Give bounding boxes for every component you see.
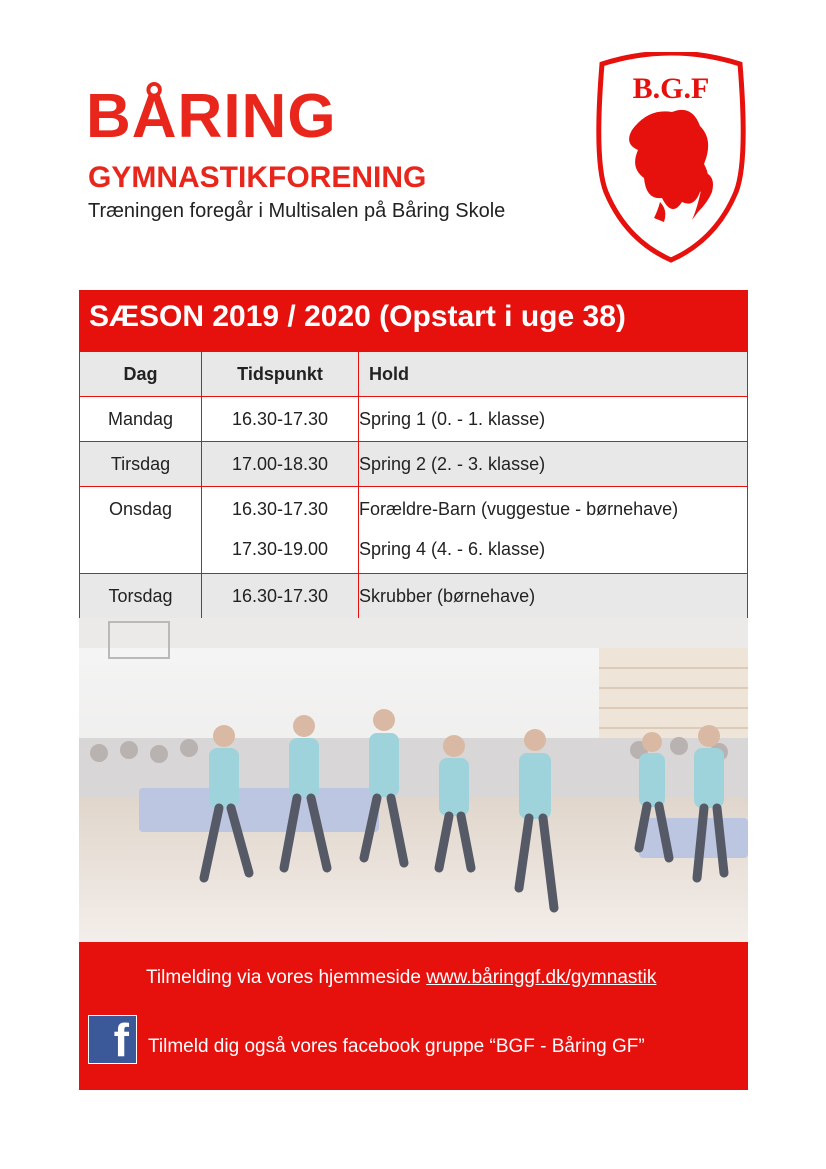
header-team: Hold	[359, 352, 748, 397]
gym-hall-illustration	[79, 618, 748, 942]
row-team: Spring 2 (2. - 3. klasse)	[359, 442, 748, 487]
row-day: Mandag	[80, 397, 202, 442]
gymnastics-photo	[79, 618, 748, 942]
facebook-group-text: Tilmeld dig også vores facebook gruppe “BGF - Båring GF”	[148, 1036, 645, 1057]
table-row	[80, 397, 748, 442]
season-heading: SÆSON 2019 / 2020 (Opstart i uge 38)	[79, 290, 748, 352]
row-team: Forældre-Barn (vuggestue - børnehave)	[359, 499, 679, 519]
header-time: Tidspunkt	[202, 352, 359, 397]
header-day: Dag	[80, 352, 202, 397]
website-link[interactable]: www.båringgf.dk/gymnastik	[426, 967, 657, 988]
row-time: 16.30-17.30	[202, 397, 359, 442]
row-day: Onsdag	[108, 499, 173, 519]
club-title: BÅRING	[86, 82, 337, 151]
training-location: Træningen foregår i Multisalen på Båring Skole	[88, 200, 506, 222]
crest-text: B.G.F	[632, 72, 710, 105]
row-time: 16.30-17.30	[202, 574, 359, 619]
signup-text: Tilmelding via vores hjemmeside	[146, 967, 427, 988]
row-time: 17.30-19.00	[231, 539, 329, 559]
schedule-table	[79, 351, 748, 619]
row-team: Spring 1 (0. - 1. klasse)	[359, 397, 748, 442]
table-row	[80, 574, 748, 619]
club-subtitle: GYMNASTIKFORENING	[88, 161, 427, 194]
club-crest-logo	[588, 52, 754, 264]
row-day: Tirsdag	[80, 442, 202, 487]
table-row	[80, 487, 748, 574]
row-team: Spring 4 (4. - 6. klasse)	[359, 539, 546, 559]
row-team: Skrubber (børnehave)	[359, 574, 748, 619]
row-day: Torsdag	[80, 574, 202, 619]
row-time: 16.30-17.30	[231, 499, 329, 519]
footer-banner	[79, 942, 748, 1090]
table-header-row	[80, 352, 748, 397]
table-row	[80, 442, 748, 487]
facebook-icon[interactable]: f	[88, 1015, 137, 1064]
signup-line	[146, 967, 656, 989]
row-time: 17.00-18.30	[202, 442, 359, 487]
